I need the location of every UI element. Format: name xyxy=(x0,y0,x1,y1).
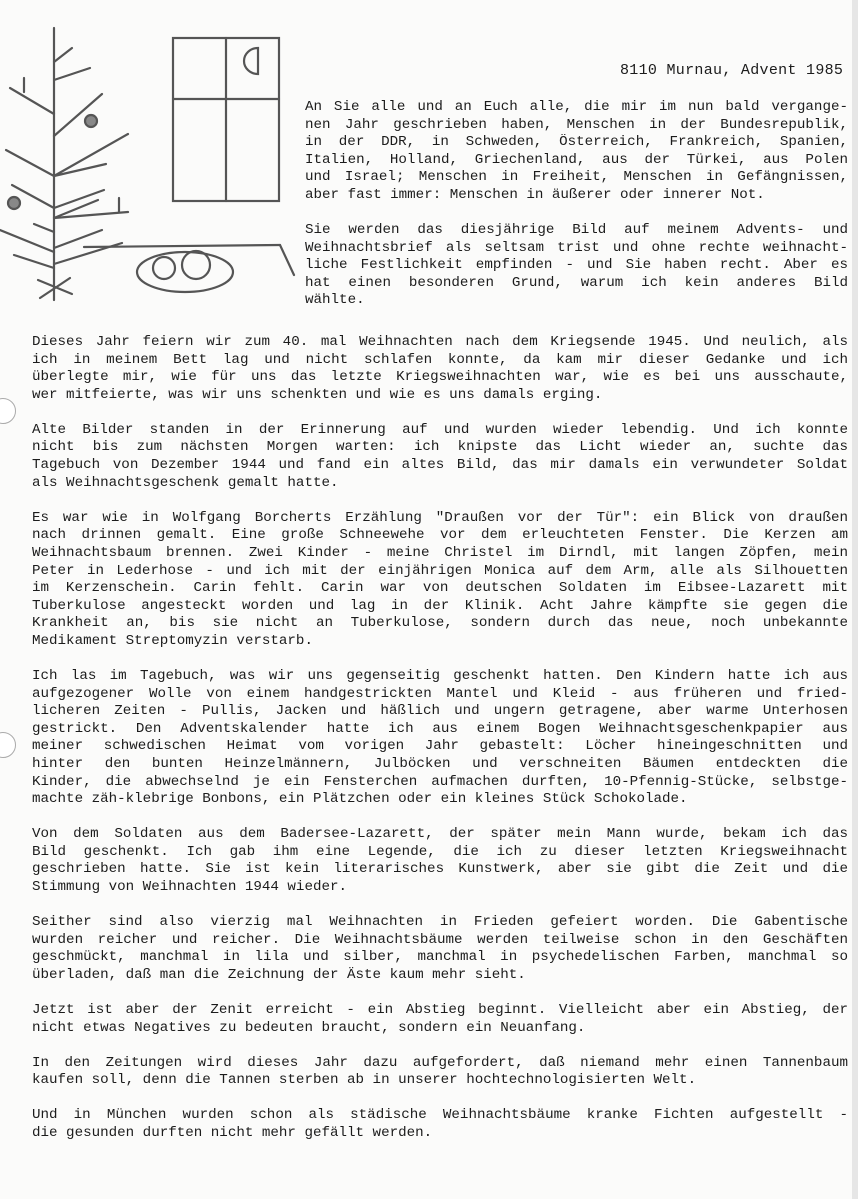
text-line: aber fast immer: Menschen in äußerer oder innerer Not. xyxy=(305,186,765,203)
text-line: überlegte mir, wie für uns das letzte Kriegsweihnachten war, wie es bei uns ausschaute, xyxy=(32,369,848,386)
text-line: Sie werden das diesjährige Bild auf meinem Advents- und xyxy=(305,222,848,239)
paragraph xyxy=(32,668,848,809)
text-line: geschmückt, manchmal in lila und silber, manchmal in psychedelischen Farben, manchmal so xyxy=(32,949,848,966)
text-line: machte zäh-klebrige Bonbons, ein Plätzchen oder ein kleines Stück Schokolade. xyxy=(32,791,688,808)
text-line: aufgezogener Wolle von einem handgestrickten Mantel und Kleid - aus früheren und fried- xyxy=(32,685,848,702)
text-line: wählte. xyxy=(305,292,365,309)
text-line: licheren Zeiten - Pullis, Jacken und häßlich und ungern getragene, aber warme Unterhosen xyxy=(32,703,848,720)
text-line: die gesunden durften nicht mehr gefällt werden. xyxy=(32,1124,433,1141)
punch-hole xyxy=(0,732,16,758)
scan-edge xyxy=(852,0,858,1199)
text-line: nach drinnen gemalt. Eine große Schneewehe vor dem erleuchteten Fenster. Die Kerzen am xyxy=(32,527,848,544)
date-line: 8110 Murnau, Advent 1985 xyxy=(620,62,844,79)
text-line: als Weihnachtsgeschenk gemalt hatte. xyxy=(32,474,339,491)
text-line: nicht bis zum nächsten Morgen warten: ich knipste das Licht wieder an, suchte das xyxy=(32,439,848,456)
text-line: ich in meinem Bett lag und nicht schlafen konnte, da kam mir dieser Gedanke und ich xyxy=(32,351,848,368)
text-line: Seither sind also vierzig mal Weihnachten in Frieden gefeiert worden. Die Gabentische xyxy=(32,914,848,931)
text-line: Weihnachtsbaum brennen. Zwei Kinder - meine Christel im Dirndl, mit langen Zöpfen, mein xyxy=(32,544,848,561)
text-line: Alte Bilder standen in der Erinnerung auf und wurden wieder lebendig. Und ich konnte xyxy=(32,421,848,438)
text-line: An Sie alle und an Euch alle, die mir im nun bald vergange- xyxy=(305,99,848,115)
table-with-fruit-illustration xyxy=(84,245,294,292)
text-line: Italien, Holland, Griechenland, aus der Türkei, aus Polen xyxy=(305,151,848,168)
paragraph xyxy=(32,914,848,984)
text-line: nicht etwas Negatives zu bedeuten braucht, sondern ein Neuanfang. xyxy=(32,1019,586,1036)
paragraph xyxy=(32,1055,848,1090)
letter-body xyxy=(32,334,848,1160)
paragraph xyxy=(32,1107,848,1142)
text-line: Weihnachtsbrief als seltsam trist und ohne rechte weihnacht- xyxy=(305,239,848,256)
christmas-drawing xyxy=(0,0,300,320)
text-line: hat einen besonderen Grund, warum ich kein anderes Bild xyxy=(305,274,848,291)
text-line: hinter den bunten Heinzelmännern, Julböcken und verschneiten Bäumen entdeckten die xyxy=(32,755,848,772)
punch-hole xyxy=(0,398,16,424)
text-line: wer mitfeierte, was wir uns schenkten und wie es uns damals erging. xyxy=(32,386,603,403)
text-line: Tagebuch von Dezember 1944 und fand ein altes Bild, das mir damals ein verwundeter Soldat xyxy=(32,457,848,474)
text-line: gestrickt. Den Adventskalender hatte ich aus einem Bogen Weihnachtsgeschenkpapier aus xyxy=(32,720,848,737)
text-line: Stimmung von Weihnachten 1944 wieder. xyxy=(32,879,348,896)
paragraph xyxy=(32,826,848,896)
text-line: in der DDR, in Schweden, Österreich, Frankreich, Spanien, xyxy=(305,134,848,151)
text-line: kaufen soll, denn die Tannen sterben ab in unserer hochtechnologisierten Welt. xyxy=(32,1072,697,1089)
text-line: Es war wie in Wolfgang Borcherts Erzählung "Draußen vor der Tür": ein Blick von draußen xyxy=(32,509,848,526)
paragraph xyxy=(32,510,848,651)
paragraph xyxy=(305,222,848,310)
text-line: und Israel; Menschen in Freiheit, Menschen in Gefängnissen, xyxy=(305,169,848,186)
text-line: liche Festlichkeit empfinden - und Sie haben recht. Aber es xyxy=(305,257,848,274)
text-line: Dieses Jahr feiern wir zum 40. mal Weihnachten nach dem Kriegsende 1945. Und neulich, als xyxy=(32,334,848,350)
text-line: Bild geschenkt. Ich gab ihm eine Legende, die ich zu dieser letzten Kriegsweihnacht xyxy=(32,843,848,860)
intro-block xyxy=(305,99,848,328)
text-line: Krankheit an, bis sie nicht an Tuberkulose, sondern durch das neue, noch unbekannte xyxy=(32,615,848,632)
window-illustration xyxy=(173,38,279,201)
text-line: überladen, daß man die Zeichnung der Äste kaum mehr sieht. xyxy=(32,966,526,983)
text-line: geschrieben hatte. Sie ist kein literarisches Kunstwerk, aber sie gibt die Zeit und die xyxy=(32,861,848,878)
text-line: Ich las im Tagebuch, was wir uns gegenseitig geschenkt hatten. Den Kindern hatte ich aus xyxy=(32,668,848,684)
text-line: Und in München wurden schon als städische Weihnachtsbäume kranke Fichten aufgestellt - xyxy=(32,1107,848,1124)
paragraph xyxy=(32,1002,848,1037)
bare-tree-illustration xyxy=(0,28,128,300)
paragraph xyxy=(32,422,848,492)
text-line: meiner schwedischen Heimat vom vorigen Jahr gebastelt: Löcher hineingeschnitten und xyxy=(32,738,848,755)
text-line: Von dem Soldaten aus dem Badersee-Lazarett, der später mein Mann wurde, bekam ich das xyxy=(32,826,848,843)
paragraph xyxy=(32,334,848,404)
text-line: im Kerzenschein. Carin fehlt. Carin war von deutschen Soldaten im Eibsee-Lazarett mit xyxy=(32,580,848,597)
text-line: In den Zeitungen wird dieses Jahr dazu aufgefordert, daß niemand mehr einen Tannenbaum xyxy=(32,1054,848,1071)
text-line: nen Jahr geschrieben haben, Menschen in der Bundesrepublik, xyxy=(305,116,848,133)
text-line: Tuberkulose angesteckt worden und lag in der Klinik. Acht Jahre kämpfte sie gegen die xyxy=(32,597,848,614)
text-line: Kinder, die abwechselnd je ein Fensterchen aufmachen durften, 10-Pfennig-Stücke, selbstge- xyxy=(32,773,848,790)
paragraph xyxy=(305,99,848,205)
text-line: Peter in Lederhose - und ich mit der einjährigen Monica auf dem Arm, alle als Silhouetten xyxy=(32,562,848,579)
text-line: Jetzt ist aber der Zenit erreicht - ein Abstieg beginnt. Vielleicht aber ein Abstieg, der xyxy=(32,1002,848,1018)
text-line: wurden reicher und reicher. Die Weihnachtsbäume werden teilweise schon in den Geschäften xyxy=(32,931,848,948)
text-line: Medikament Streptomyzin verstarb. xyxy=(32,632,313,649)
